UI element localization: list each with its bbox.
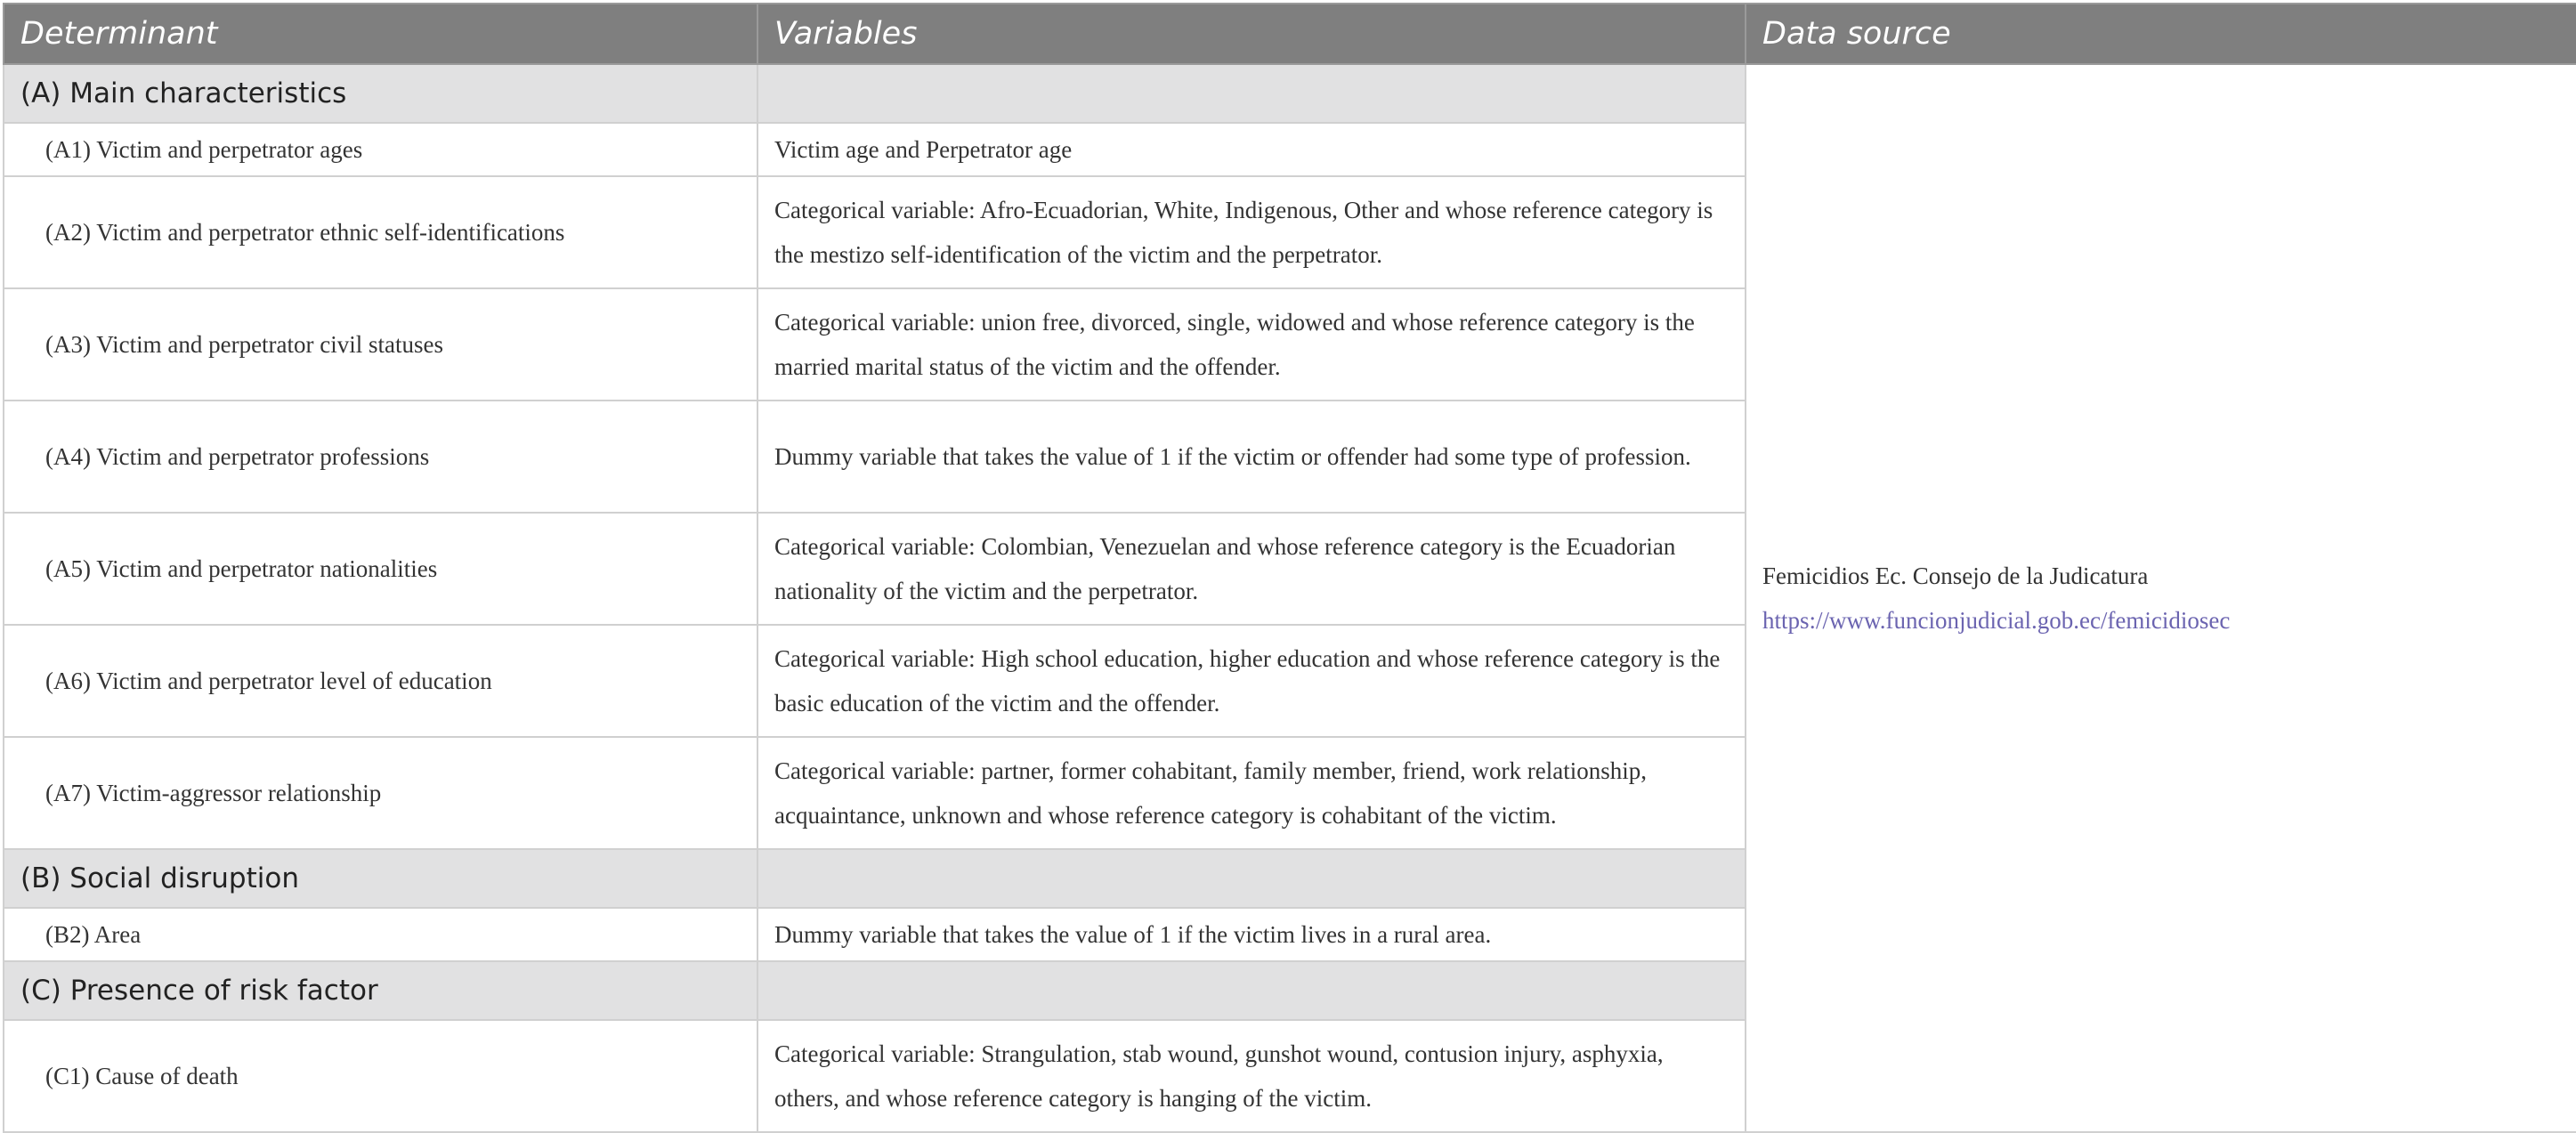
section-label: (C) Presence of risk factor <box>4 961 757 1020</box>
variables-cell: Victim age and Perpetrator age <box>757 123 1746 176</box>
variables-cell: Categorical variable: partner, former cohabitant, family member, friend, work relationship, acquaintance, unknown and whose reference category is cohabitant of the victim. <box>757 737 1746 849</box>
determinant-cell: (B2) Area <box>4 908 757 961</box>
determinant-cell: (A4) Victim and perpetrator professions <box>4 401 757 513</box>
variables-cell: Categorical variable: union free, divorced, single, widowed and whose reference category is the married marital status of the victim and the offender. <box>757 288 1746 401</box>
section-empty-cell <box>757 64 1746 123</box>
header-row <box>4 4 2576 64</box>
determinant-cell: (A5) Victim and perpetrator nationalities <box>4 513 757 625</box>
section-row-a <box>4 64 2576 123</box>
section-label: (A) Main characteristics <box>4 64 757 123</box>
variables-cell: Dummy variable that takes the value of 1 if the victim or offender had some type of profession. <box>757 401 1746 513</box>
header-data-source: Data source <box>1746 4 2576 64</box>
determinant-cell: (A2) Victim and perpetrator ethnic self-identifications <box>4 176 757 288</box>
determinants-table <box>3 3 2576 1133</box>
determinant-cell: (A7) Victim-aggressor relationship <box>4 737 757 849</box>
section-empty-cell <box>757 961 1746 1020</box>
header-determinant: Determinant <box>4 4 757 64</box>
determinant-cell: (C1) Cause of death <box>4 1020 757 1132</box>
data-source-cell <box>1746 64 2576 1132</box>
variables-cell: Categorical variable: High school education, higher education and whose reference category is the basic education of the victim and the offender. <box>757 625 1746 737</box>
section-label: (B) Social disruption <box>4 849 757 908</box>
variables-cell: Categorical variable: Afro-Ecuadorian, White, Indigenous, Other and whose reference category is the mestizo self-identification of the victim and the perpetrator. <box>757 176 1746 288</box>
variables-cell: Dummy variable that takes the value of 1 if the victim lives in a rural area. <box>757 908 1746 961</box>
determinant-cell: (A1) Victim and perpetrator ages <box>4 123 757 176</box>
variables-cell: Categorical variable: Colombian, Venezuelan and whose reference category is the Ecuadorian nationality of the victim and the perpetrator. <box>757 513 1746 625</box>
determinant-cell: (A6) Victim and perpetrator level of education <box>4 625 757 737</box>
variables-cell: Categorical variable: Strangulation, stab wound, gunshot wound, contusion injury, asphyxia, others, and whose reference category is hanging of the victim. <box>757 1020 1746 1132</box>
determinant-cell: (A3) Victim and perpetrator civil statuses <box>4 288 757 401</box>
data-source-name: Femicidios Ec. Consejo de la Judicatura <box>1762 562 2149 589</box>
data-source-link[interactable]: https://www.funcionjudicial.gob.ec/femicidiosec <box>1762 607 2231 634</box>
header-variables: Variables <box>757 4 1746 64</box>
section-empty-cell <box>757 849 1746 908</box>
